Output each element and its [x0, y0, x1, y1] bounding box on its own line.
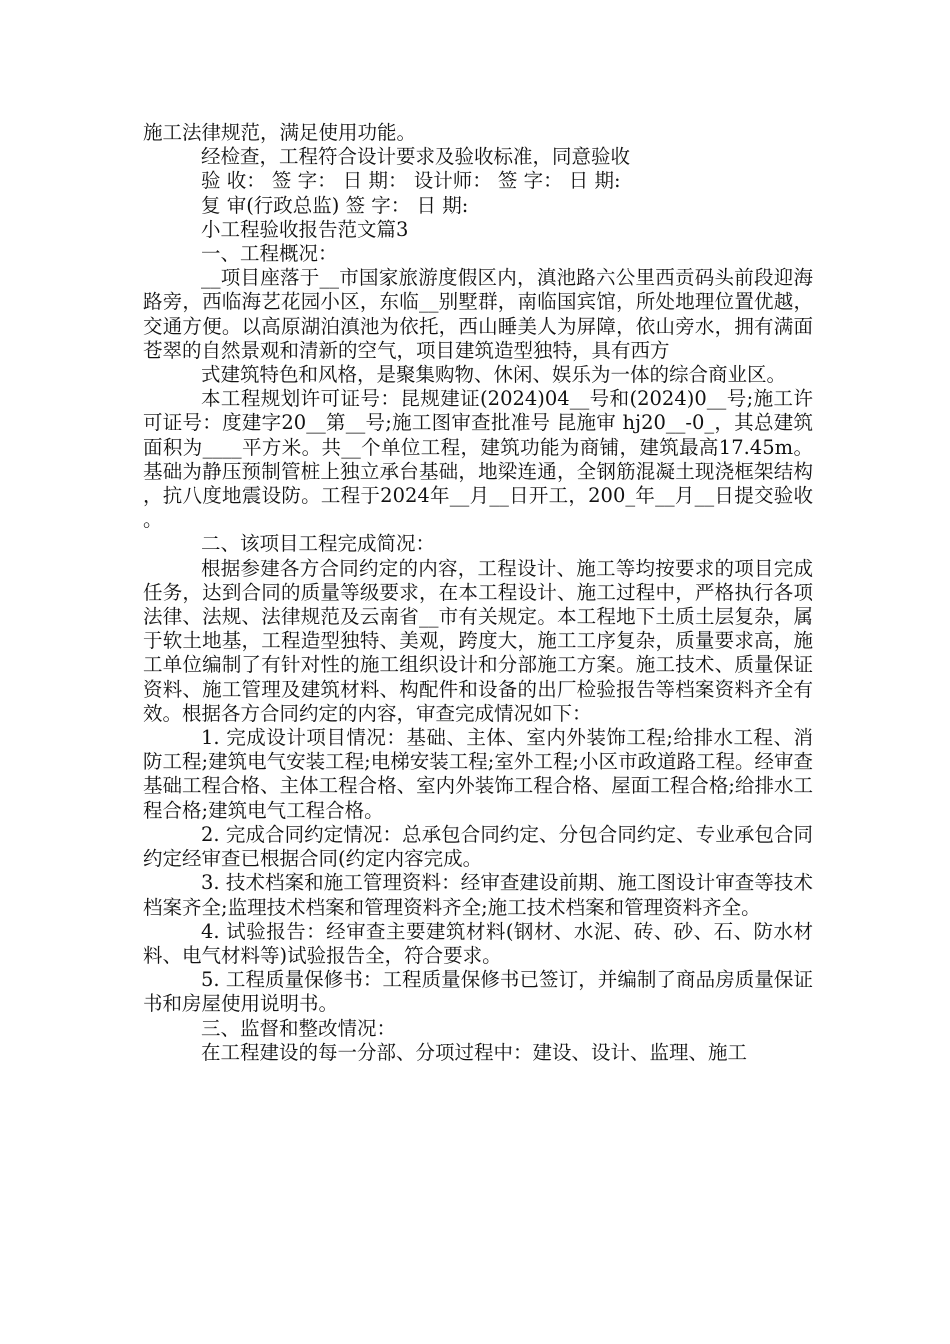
heading-completion-summary: 二、该项目工程完成简况： [201, 532, 436, 556]
paragraph-supervision-details: 在工程建设的每一分部、分项过程中：建设、设计、监理、施工 [201, 1040, 748, 1064]
heading-supervision: 三、监督和整改情况： [201, 1016, 397, 1040]
heading-project-overview: 一、工程概况： [201, 242, 338, 266]
paragraph-continuation: 施工法律规范，满足使用功能。 [143, 121, 417, 144]
paragraph-review-signature-line: 复 审(行政总监) 签 字： 日 期: [201, 193, 469, 217]
paragraph-permits: 本工程规划许可证号：昆规建证(2024)04__号和(2024)0__号;施工许可证号：度建字20__第__号;施工图审查批准号 昆施审 hj20__-0_，其总建筑面积为____平方米。共__个单位工程，建筑功能为商铺，建筑最高17.45m。基础为静压预制管桩上独立承台基础，地梁连通，全钢筋混凝土现浇框架结构，抗八度地震设防。工程于2024年__月__日开工，200_年__月__日提交验收。 [143, 387, 813, 532]
paragraph-project-location: __项目座落于__市国家旅游度假区内，滇池路六公里西贡码头前段迎海路旁，西临海艺花园小区，东临__别墅群，南临国宾馆，所处地理位置优越，交通方便。以高原湖泊滇池为依托，西山睡美人为屏障，依山旁水，拥有满面苍翠的自然景观和清新的空气，项目建筑造型独特，具有西方 [143, 266, 813, 362]
document-body [143, 121, 813, 1065]
paragraph-completion-details: 根据参建各方合同约定的内容，工程设计、施工等均按要求的项目完成任务，达到合同的质量等级要求，在本工程设计、施工过程中，严格执行各项法律、法规、法律规范及云南省__市有关规定。本工程地下土质土层复杂，属于软土地基，工程造型独特、美观，跨度大，施工工序复杂，质量要求高，施工单位编制了有针对性的施工组织设计和分部施工方案。施工技术、质量保证资料、施工管理及建筑材料、构配件和设备的出厂检验报告等档案资料齐全有效。根据各方合同约定的内容，审查完成情况如下： [143, 556, 813, 725]
paragraph-architecture-style: 式建筑特色和风格，是聚集购物、休闲、娱乐为一体的综合商业区。 [201, 363, 787, 387]
list-item-design-items: 1. 完成设计项目情况：基础、主体、室内外装饰工程;给排水工程、消防工程;建筑电气安装工程;电梯安装工程;室外工程;小区市政道路工程。经审查基础工程合格、主体工程合格、室内外装饰工程合格、屋面工程合格;给排水工程合格;建筑电气工程合格。 [143, 726, 813, 822]
list-item-contract-status: 2. 完成合同约定情况：总承包合同约定、分包合同约定、专业承包合同约定经审查已根据合同(约定内容完成。 [143, 822, 813, 871]
list-item-test-reports: 4. 试验报告：经审查主要建筑材料(钢材、水泥、砖、砂、石、防水材料、电气材料等)试验报告全，符合要求。 [143, 919, 813, 967]
list-item-warranty: 5. 工程质量保修书：工程质量保修书已签订，并编制了商品房质量保证书和房屋使用说明书。 [143, 968, 813, 1016]
paragraph-signature-line: 验 收： 签 字： 日 期： 设计师： 签 字： 日 期: [201, 169, 621, 193]
paragraph-approval-statement: 经检查，工程符合设计要求及验收标准，同意验收 [201, 145, 631, 169]
section-title: 小工程验收报告范文篇3 [201, 217, 409, 241]
list-item-technical-archives: 3. 技术档案和施工管理资料：经审查建设前期、施工图设计审查等技术档案齐全;监理技术档案和管理资料齐全;施工技术档案和管理资料齐全。 [143, 871, 813, 919]
